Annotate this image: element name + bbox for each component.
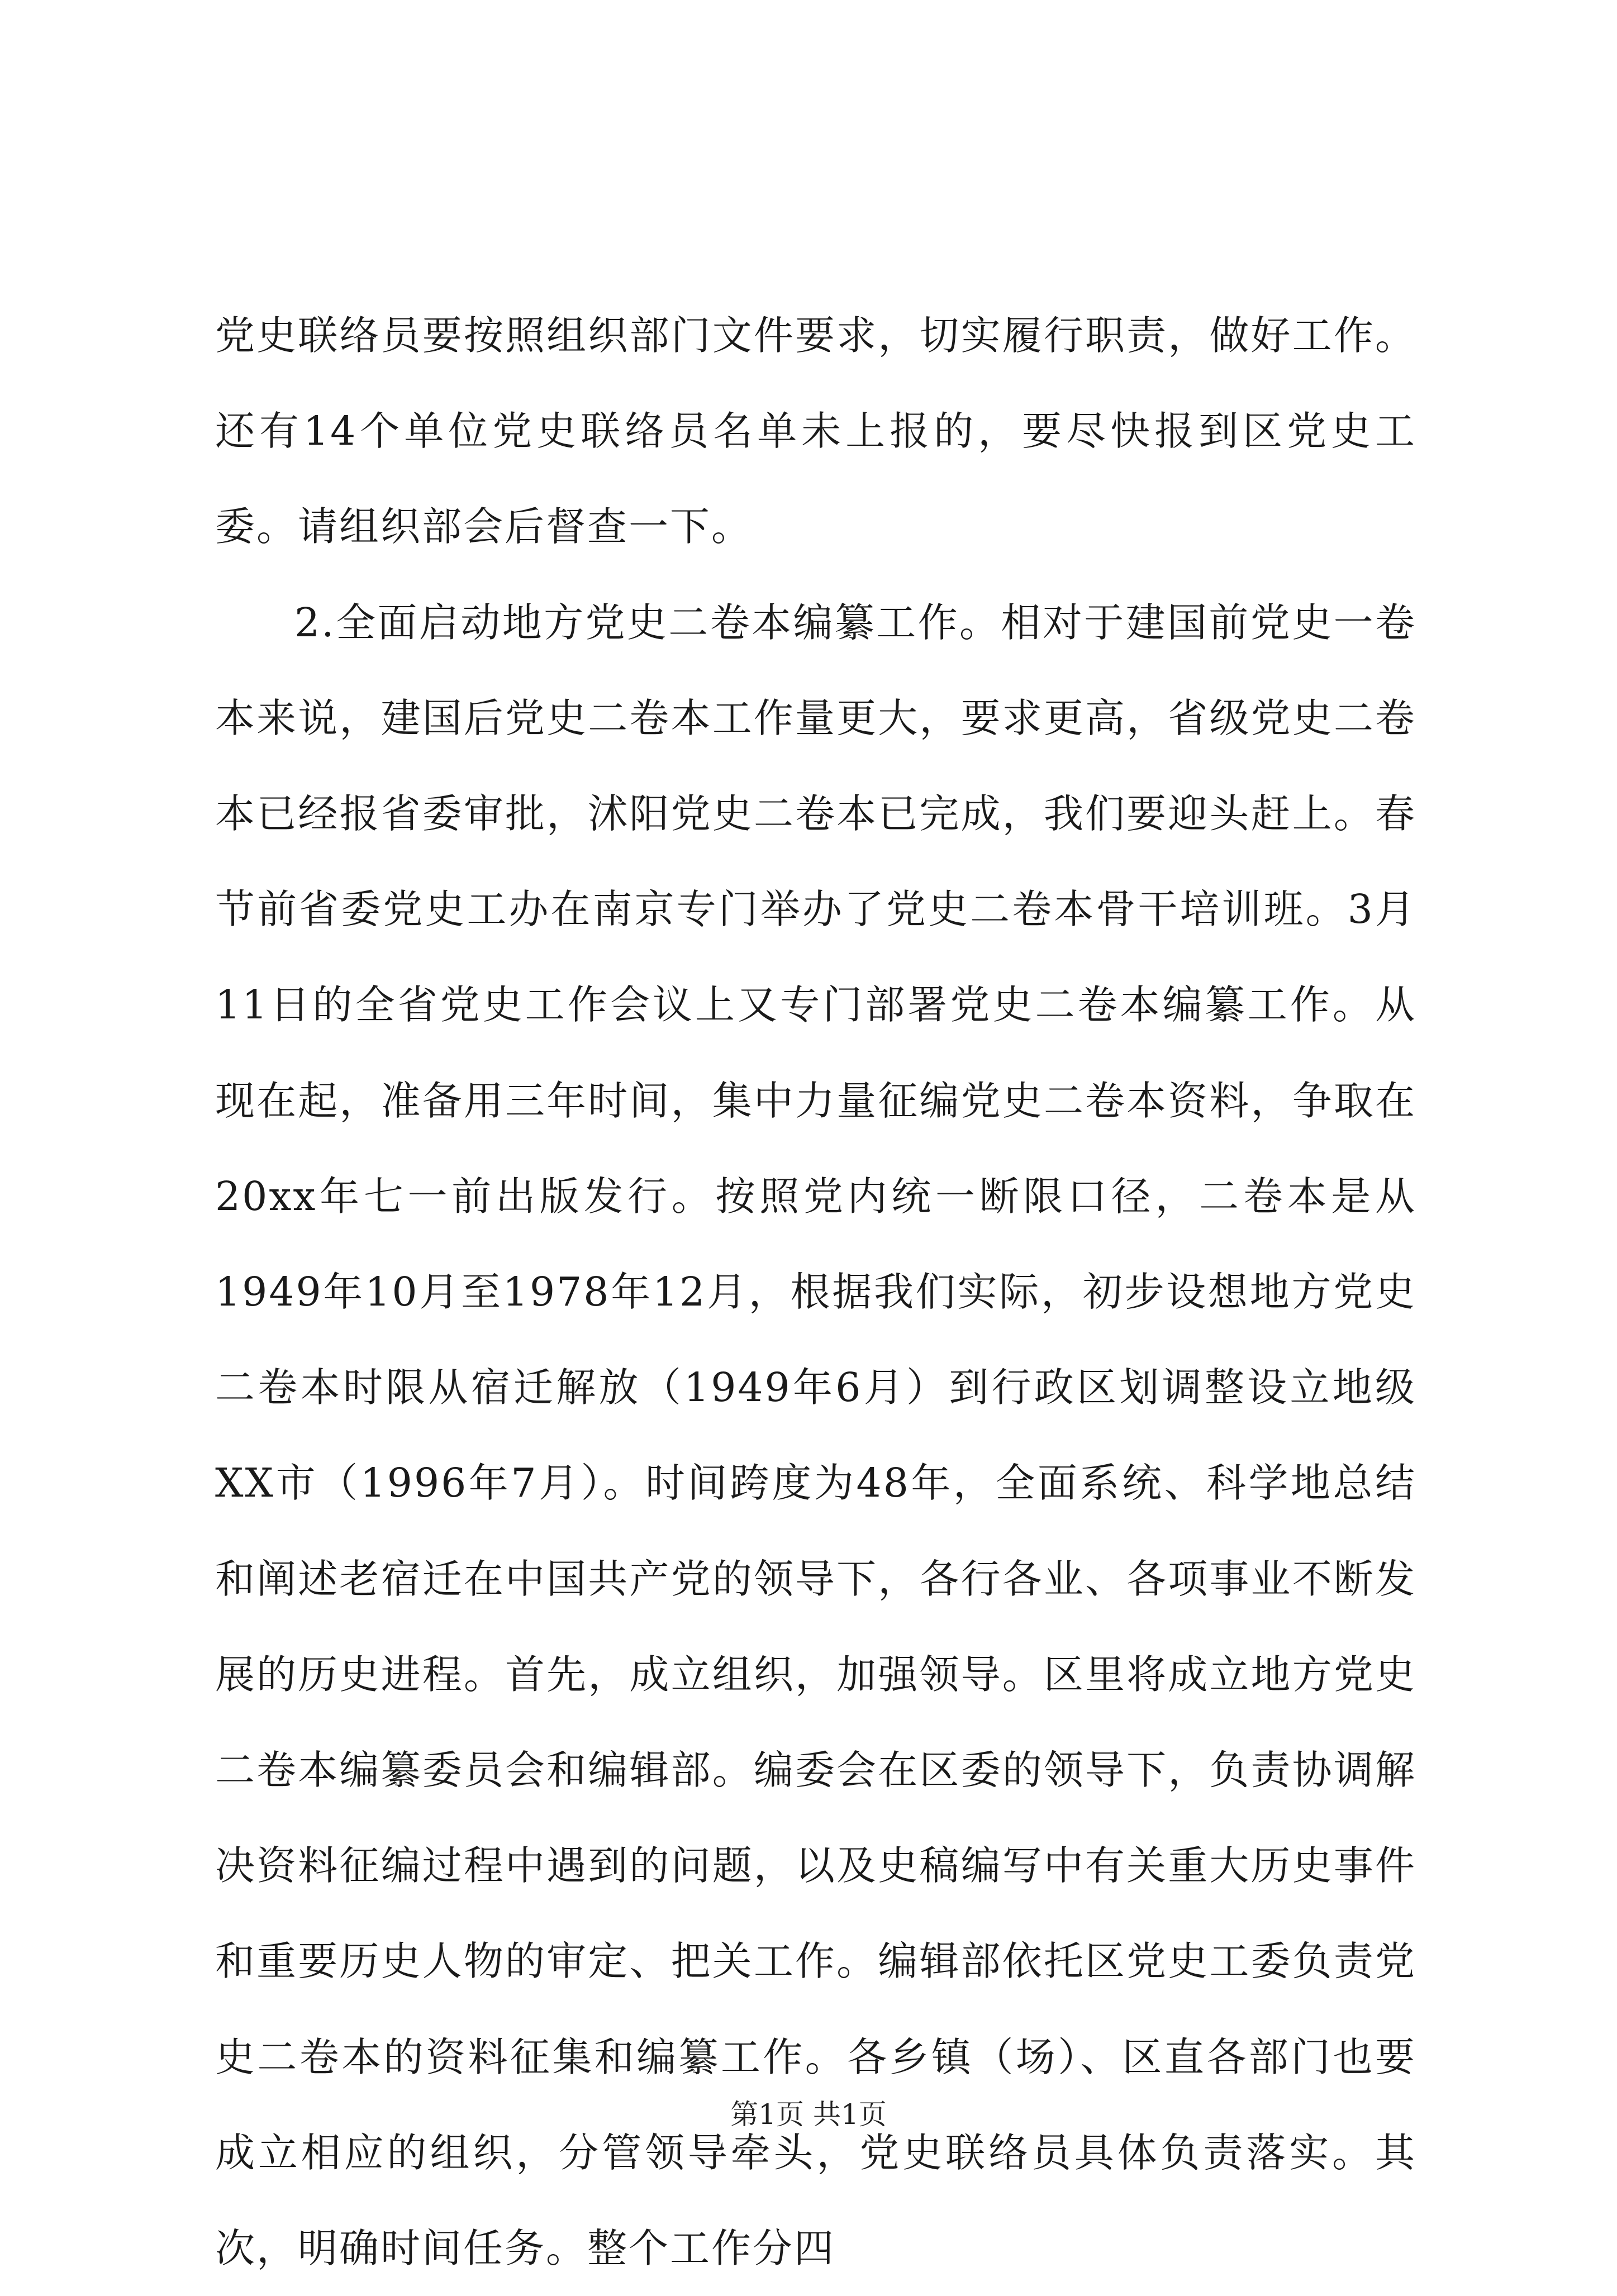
paragraph-section-2: 2.全面启动地方党史二卷本编纂工作。相对于建国前党史一卷本来说，建国后党史二卷本工作量更大，要求更高，省级党史二卷本已经报省委审批，沭阳党史二卷本已完成，我们要迎头赶上。春节前省委党史工办在南京专门举办了党史二卷本骨干培训班。3月11日的全省党史工作会议上又专门部署党史二卷本编纂工作。从现在起，准备用三年时间，集中力量征编党史二卷本资料，争取在20xx年七一前出版发行。按照党内统一断限口径，二卷本是从1949年10月至1978年12月，根据我们实际，初步设想地方党史二卷本时限从宿迁解放（1949年6月）到行政区划调整设立地级XX市（1996年7月）。时间跨度为48年，全面系统、科学地总结和阐述老宿迁在中国共产党的领导下，各行各业、各项事业不断发展的历史进程。首先，成立组织，加强领导。区里将成立地方党史二卷本编纂委员会和编辑部。编委会在区委的领导下，负责协调解决资料征编过程中遇到的问题，以及史稿编写中有关重大历史事件和重要历史人物的审定、把关工作。编辑部依托区党史工委负责党史二卷本的资料征集和编纂工作。各乡镇（场）、区直各部门也要成立相应的组织，分管领导牵头，党史联络员具体负责落实。其次，明确时间任务。整个工作分四 xyxy=(215,599,1416,2272)
document-body xyxy=(215,288,1416,2296)
paragraph-continuation: 党史联络员要按照组织部门文件要求，切实履行职责，做好工作。还有14个单位党史联络员名单未上报的，要尽快报到区党史工委。请组织部会后督查一下。 xyxy=(215,312,1416,550)
page-footer: 第1页 共1页 xyxy=(730,2098,887,2131)
